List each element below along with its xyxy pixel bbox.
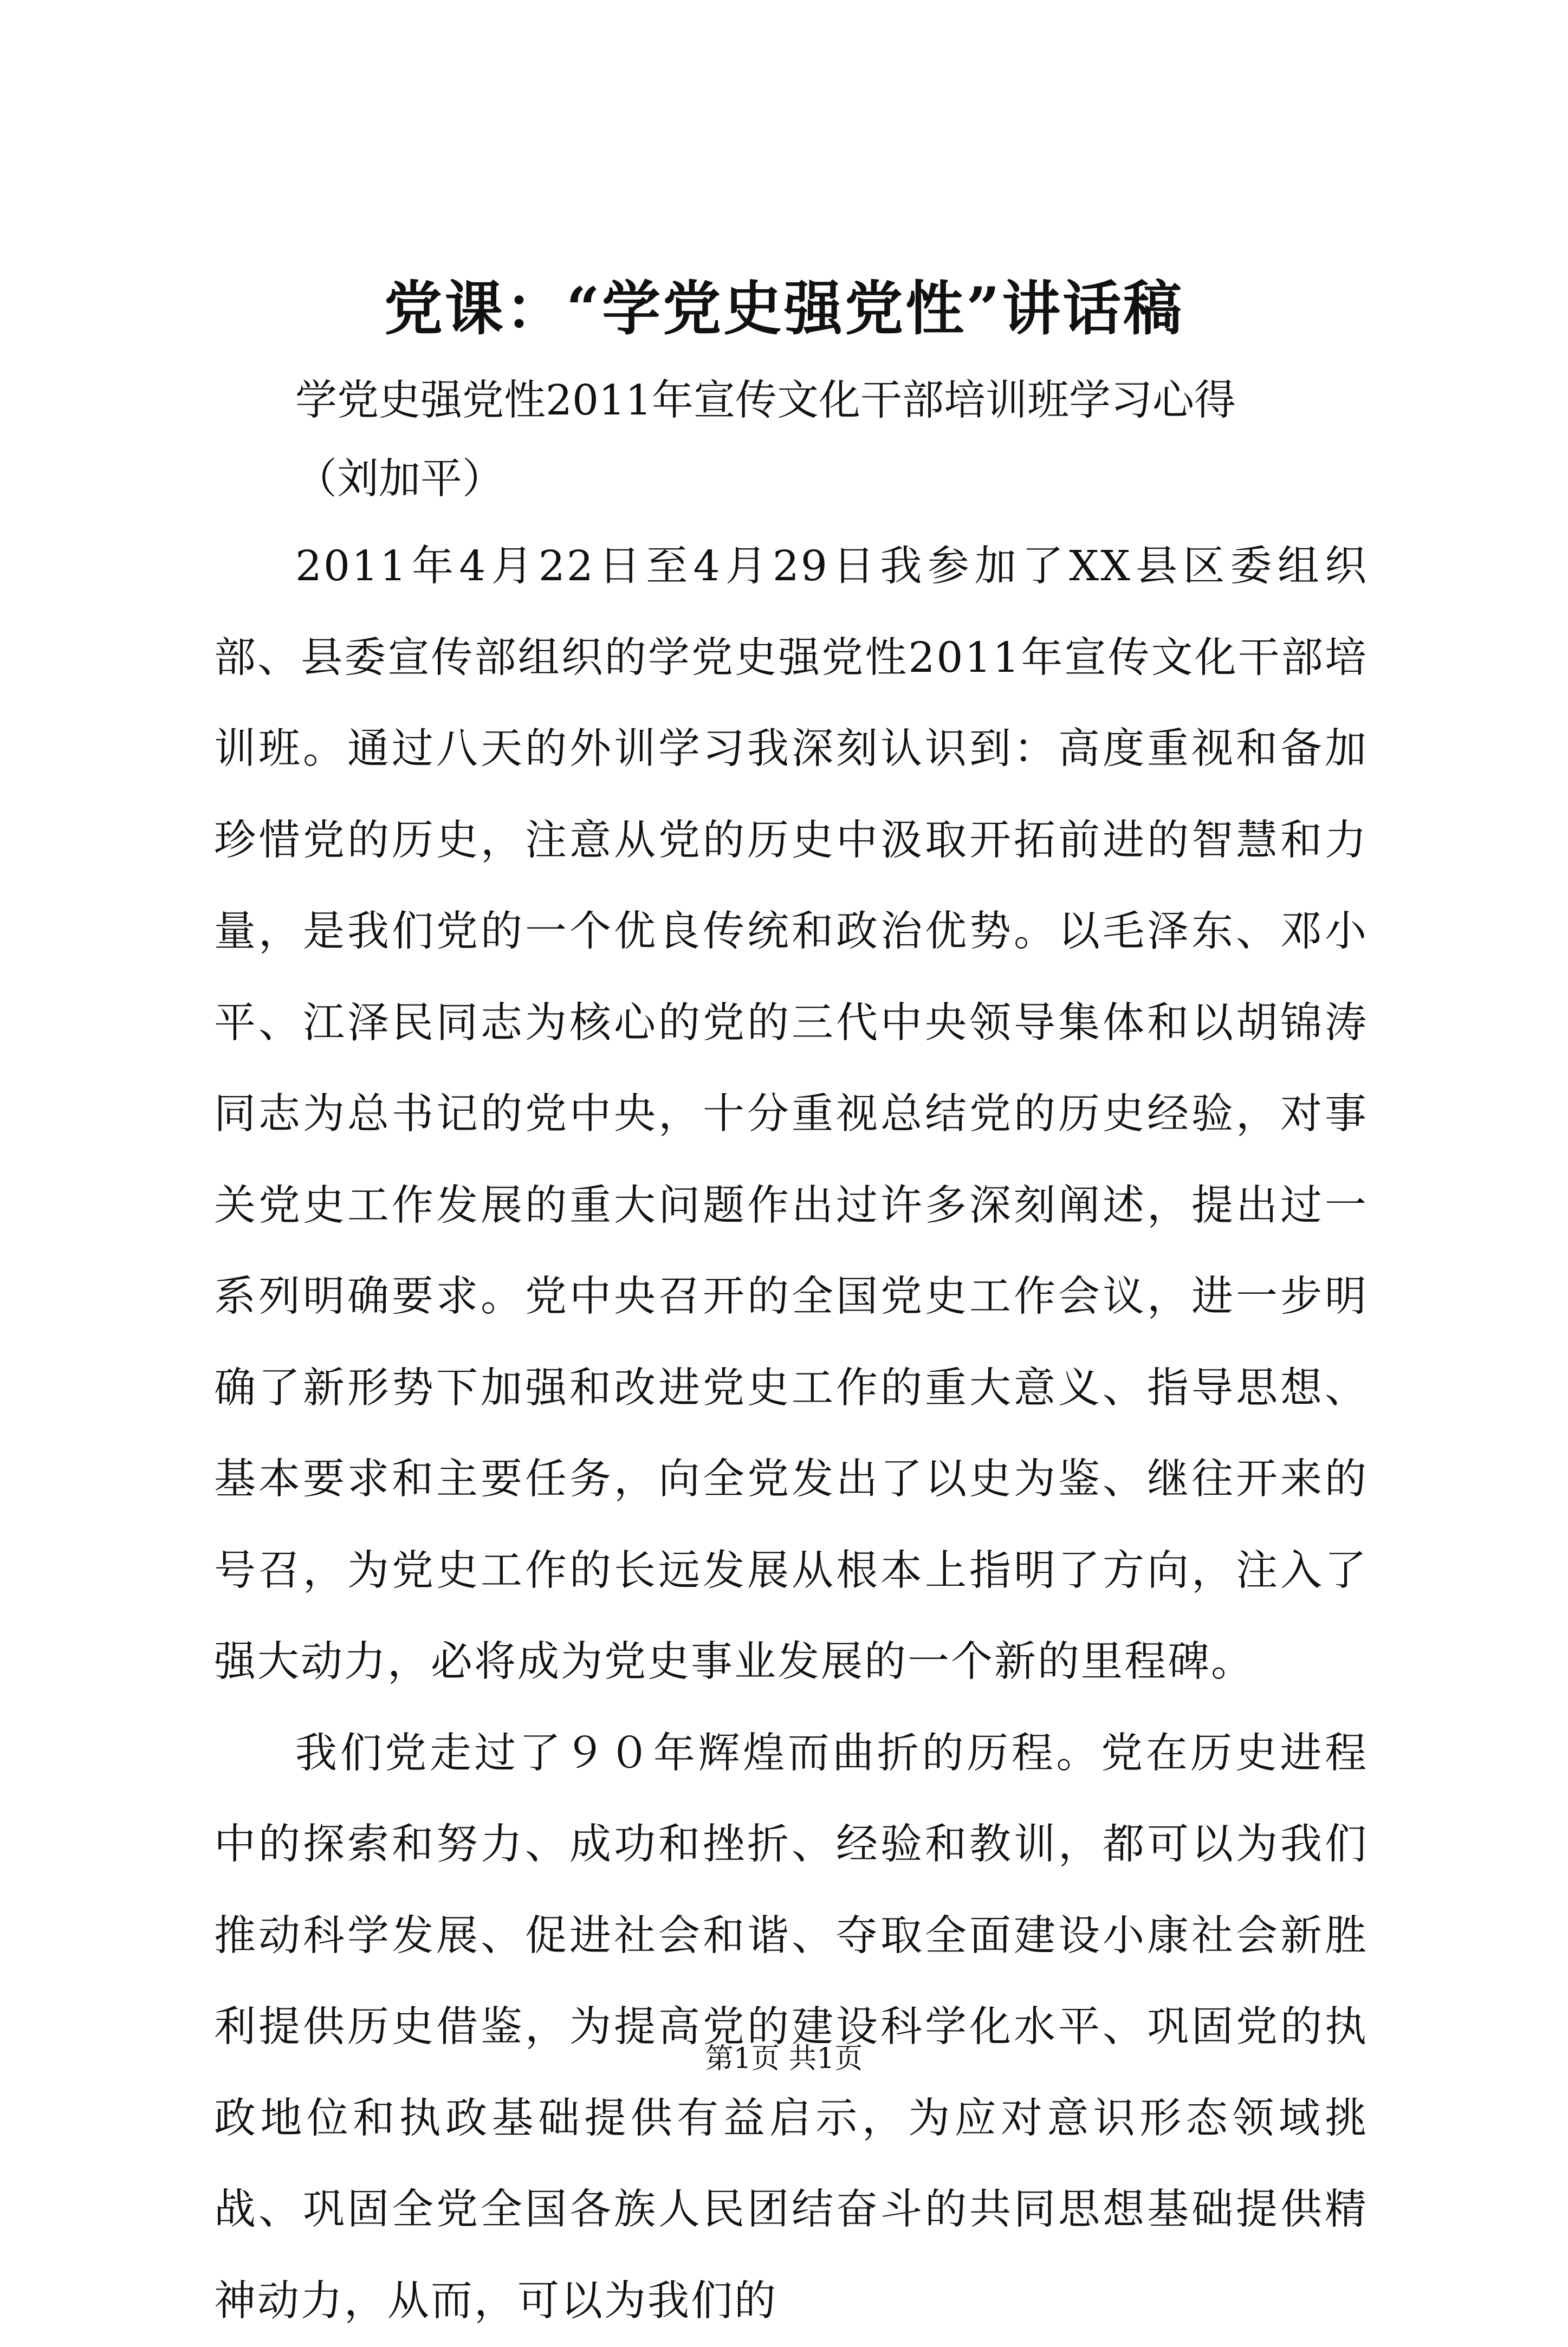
body-paragraph: 我们党走过了９０年辉煌而曲折的历程。党在历史进程中的探索和努力、成功和挫折、经验和教训，都可以为我们推动科学发展、促进社会和谐、夺取全面建设小康社会新胜利提供历史借鉴，为提高党的建设科学化水平、巩固党的执政地位和执政基础提供有益启示，为应对意识形态领域挑战、巩固全党全国各族人民团结奋斗的共同思想基础提供精神动力，从而，可以为我们的 <box>214 1708 1368 2347</box>
page-number-footer: 第1页 共1页 <box>0 2040 1568 2078</box>
body-paragraph: 2011年4月22日至4月29日我参加了XX县区委组织部、县委宣传部组织的学党史强党性2011年宣传文化干部培训班。通过八天的外训学习我深刻认识到：高度重视和备加珍惜党的历史，注意从党的历史中汲取开拓前进的智慧和力量，是我们党的一个优良传统和政治优势。以毛泽东、邓小平、江泽民同志为核心的党的三代中央领导集体和以胡锦涛同志为总书记的党中央，十分重视总结党的历史经验，对事关党史工作发展的重大问题作出过许多深刻阐述，提出过一系列明确要求。党中央召开的全国党史工作会议，进一步明确了新形势下加强和改进党史工作的重大意义、指导思想、基本要求和主要任务，向全党发出了以史为鉴、继往开来的号召，为党史工作的长远发展从根本上指明了方向，注入了强大动力，必将成为党史事业发展的一个新的里程碑。 <box>214 521 1368 1708</box>
document-subtitle: 学党史强党性2011年宣传文化干部培训班学习心得 <box>295 368 1236 433</box>
document-title: 党课：“学党史强党性”讲话稿 <box>0 271 1568 347</box>
document-author: （刘加平） <box>295 447 504 512</box>
